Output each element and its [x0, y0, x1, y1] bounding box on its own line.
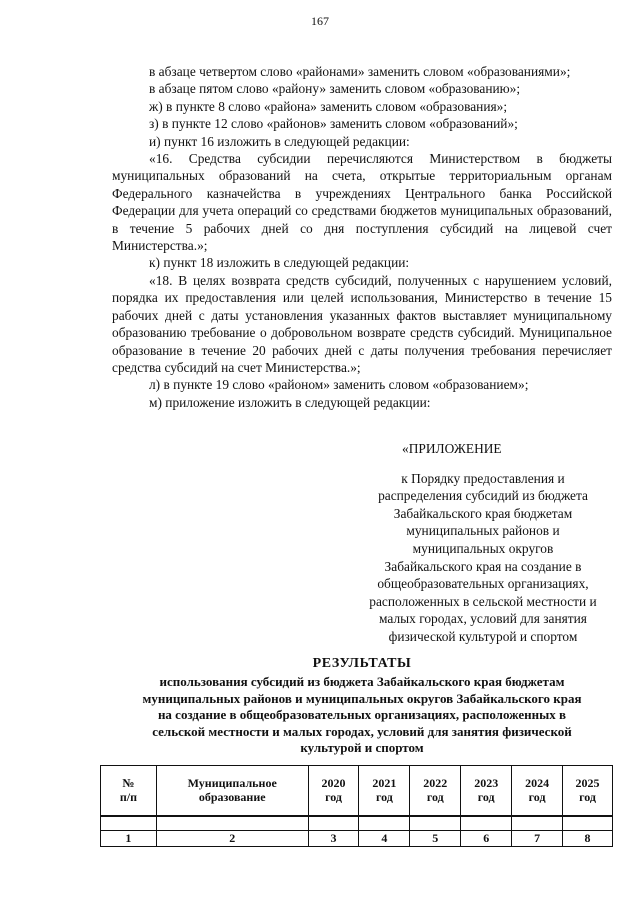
- header-cell-year: 2025 год: [563, 766, 613, 816]
- results-subtitle-line: культурой и спортом: [300, 740, 424, 756]
- appendix-line: Забайкальского края бюджетам: [393, 505, 573, 521]
- appendix-heading: [352, 440, 614, 646]
- paragraph: з) в пункте 12 слово «районов» заменить словом «образований»;: [149, 116, 518, 132]
- paragraph: «16. Средства субсидии перечисляются Министерством в бюджеты муниципальных образований на счета, открытые территориальным органам Федерального казначейства в учреждениях Центрального банка Российской Федерации для учета операций со средствами бюджетов муниципальных образований, в течение 5 рабочих дней со дня поступления субсидий на лицевой счет Министерства.»;: [112, 151, 612, 254]
- appendix-line: распределения субсидий из бюджета: [378, 488, 588, 504]
- appendix-line: физической культурой и спортом: [388, 628, 578, 644]
- page-number: 167: [311, 14, 329, 28]
- table-cell: 5: [410, 831, 461, 847]
- header-cell-year: 2021 год: [359, 766, 410, 816]
- paragraph: м) приложение изложить в следующей редакции:: [149, 394, 431, 410]
- header-cell-year: 2020 год: [308, 766, 359, 816]
- table-divider-row: [101, 816, 613, 831]
- appendix-line: муниципальных округов: [412, 540, 554, 556]
- paragraph: в абзаце пятом слово «району» заменить словом «образованию»;: [149, 81, 521, 97]
- paragraph: ж) в пункте 8 слово «района» заменить словом «образования»;: [149, 98, 508, 114]
- table-row: [101, 831, 613, 847]
- results-table: [100, 765, 613, 847]
- appendix-line: общеобразовательных организациях,: [377, 576, 589, 592]
- table-cell: 7: [512, 831, 563, 847]
- results-title: РЕЗУЛЬТАТЫ: [312, 656, 412, 671]
- appendix-line: малых городах, условий для занятия: [379, 611, 587, 627]
- table-cell: 1: [101, 831, 157, 847]
- paragraph: л) в пункте 19 слово «районом» заменить словом «образованием»;: [149, 377, 529, 393]
- paragraph: к) пункт 18 изложить в следующей редакции:: [149, 255, 410, 271]
- table-header-row: [101, 766, 613, 816]
- appendix-line: муниципальных районов и: [406, 523, 560, 539]
- paragraph: в абзаце четвертом слово «районами» заменить словом «образованиями»;: [149, 64, 571, 79]
- header-cell-year: 2024 год: [512, 766, 563, 816]
- table-cell: 4: [359, 831, 410, 847]
- table-cell: 3: [308, 831, 359, 847]
- appendix-line: расположенных в сельской местности и: [369, 593, 597, 609]
- results-subtitle-line: муниципальных районов и муниципальных округов Забайкальского края: [142, 690, 582, 706]
- results-subtitle-line: сельской местности и малых городах, условий для занятия физической: [152, 723, 572, 739]
- header-cell-year: 2023 год: [461, 766, 512, 816]
- paragraph: «18. В целях возврата средств субсидий, полученных с нарушением условий, порядка их предоставления или целей использования, Министерство в течение 15 рабочих дней с даты установления указанных фактов выставляет муниципальному образованию требование о добровольном возврате средств субсидий. Муниципальное образование в течение 20 рабочих дней с даты получения требования перечисляет средства субсидий на счет Министерства.»;: [112, 272, 612, 375]
- appendix-title: «ПРИЛОЖЕНИЕ: [402, 441, 502, 456]
- results-subtitle-line: использования субсидий из бюджета Забайкальского края бюджетам: [159, 674, 565, 689]
- header-cell-municipality: Муниципальное образование: [156, 766, 308, 816]
- paragraph: и) пункт 16 изложить в следующей редакции:: [149, 133, 410, 149]
- results-heading: [112, 656, 612, 757]
- table-cell: 6: [461, 831, 512, 847]
- header-cell-number: № п/п: [101, 766, 157, 816]
- table-cell: 2: [156, 831, 308, 847]
- appendix-line: к Порядку предоставления и: [401, 470, 565, 486]
- table-cell: 8: [563, 831, 613, 847]
- body-text: [112, 63, 612, 411]
- results-subtitle-line: на создание в общеобразовательных организациях, расположенных в: [157, 707, 567, 723]
- appendix-line: Забайкальского края на создание в: [384, 558, 582, 574]
- header-cell-year: 2022 год: [410, 766, 461, 816]
